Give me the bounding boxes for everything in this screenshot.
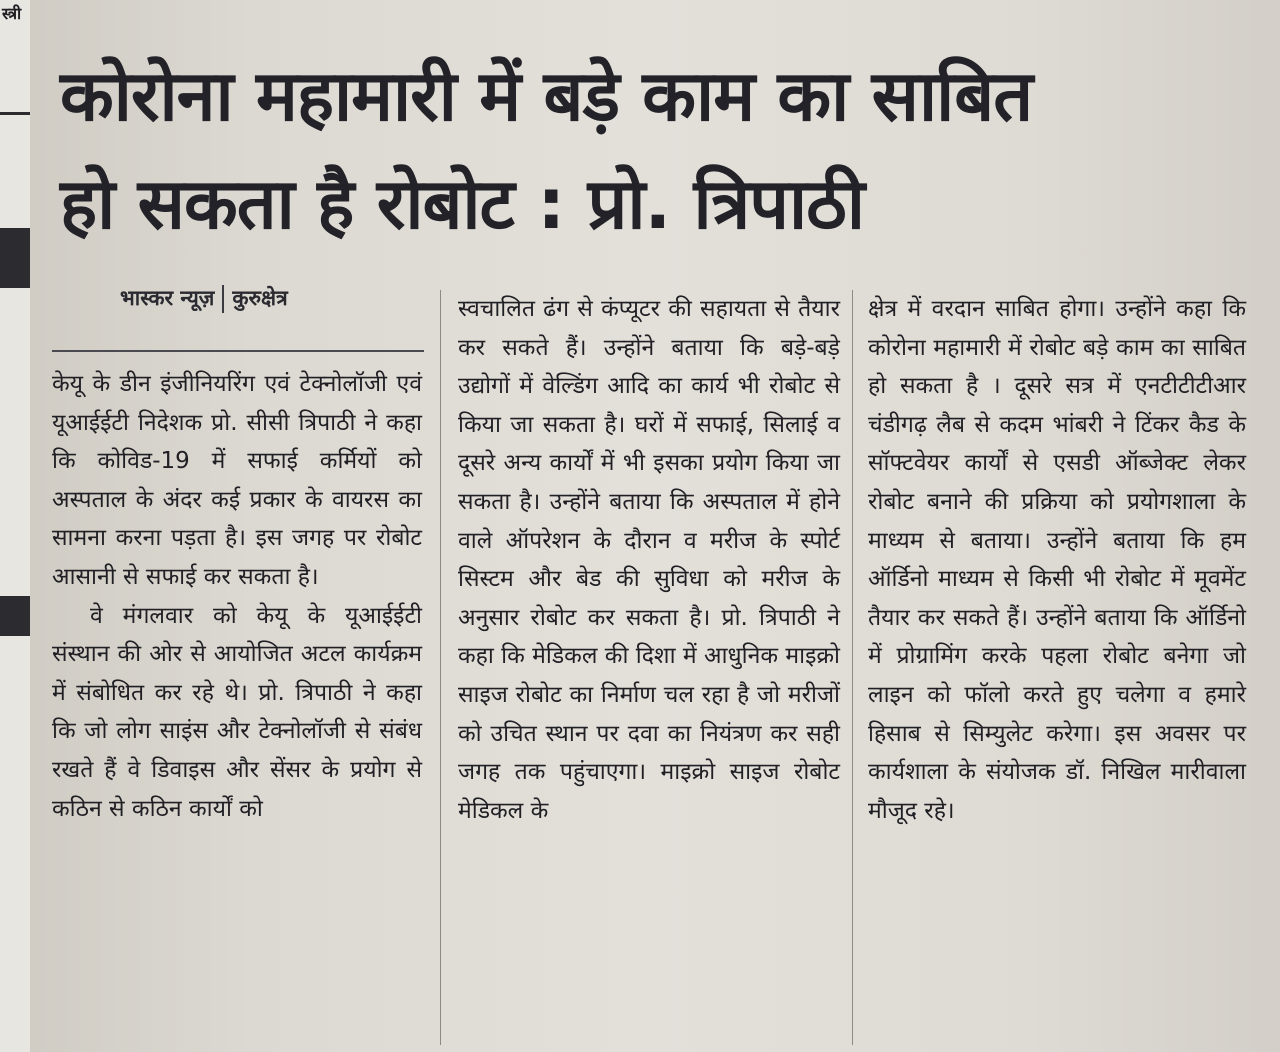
adjacent-article-fragment: स्त्री (2, 4, 22, 23)
column-rule (852, 290, 853, 1045)
byline (120, 284, 288, 313)
dark-block (0, 228, 30, 288)
divider (0, 112, 30, 115)
article-column-2 (458, 290, 840, 830)
byline-source: भास्कर न्यूज़ (120, 286, 215, 310)
column-rule (440, 290, 441, 1045)
article-column-1 (52, 365, 422, 828)
headline-line-2: हो सकता है रोबोट : प्रो. त्रिपाठी (60, 163, 864, 245)
byline-place: कुरुक्षेत्र (232, 286, 288, 310)
article-column-3 (868, 290, 1246, 830)
paragraph: स्वचालित ढंग से कंप्यूटर की सहायता से तैयार कर सकते हैं। उन्होंने बताया कि बड़े-बड़े उद्योगों में वेल्डिंग आदि का कार्य भी रोबोट से किया जा सकता है। घरों में सफाई, सिलाई व दूसरे अन्य कार्यों में भी इसका प्रयोग किया जा सकता है। उन्होंने बताया कि अस्पताल में होने वाले ऑपरेशन के दौरान व मरीज के स्पोर्ट सिस्टम और बेड की सुविधा को मरीज के अनुसार रोबोट कर सकता है। प्रो. त्रिपाठी ने कहा कि मेडिकल की दिशा में आधुनिक माइक्रो साइज रोबोट का निर्माण चल रहा है जो मरीजों को उचित स्थान पर दवा का नियंत्रण कर सही जगह तक पहुंचाएगा। माइक्रो साइज रोबोट मेडिकल के (458, 296, 840, 824)
byline-rule (52, 350, 424, 352)
byline-separator (222, 285, 224, 313)
paragraph: वे मंगलवार को केयू के यूआईईटी संस्थान की ओर से आयोजित अटल कार्यक्रम में संबोधित कर रहे थे। प्रो. त्रिपाठी ने कहा कि जो लोग साइंस और टेक्नोलॉजी से संबंध रखते हैं वे डिवाइस और सेंसर के प्रयोग से कठिन से कठिन कार्यों को (52, 602, 422, 822)
dark-block (0, 596, 30, 636)
headline (60, 42, 1270, 258)
adjacent-article-strip (0, 0, 30, 1052)
paragraph: केयू के डीन इंजीनियरिंग एवं टेक्नोलॉजी एवं यूआईईटी निदेशक प्रो. सीसी त्रिपाठी ने कहा कि कोविड-19 में सफाई कर्मियों को अस्पताल के अंदर कई प्रकार के वायरस का सामना करना पड़ता है। इस जगह पर रोबोट आसानी से सफाई कर सकता है। (52, 371, 422, 590)
headline-line-1: कोरोना महामारी में बड़े काम का साबित (60, 55, 1033, 137)
paragraph: क्षेत्र में वरदान साबित होगा। उन्होंने कहा कि कोरोना महामारी में रोबोट बड़े काम का साबित हो सकता है । दूसरे सत्र में एनटीटीटीआर चंडीगढ़ लैब से कदम भांबरी ने टिंकर कैड के सॉफ्टवेयर कार्यों से एसडी ऑब्जेक्ट लेकर रोबोट बनाने की प्रक्रिया को प्रयोगशाला के माध्यम से बताया। उन्होंने बताया कि हम ऑर्डिनो माध्यम से किसी भी रोबोट में मूवमेंट तैयार कर सकते हैं। उन्होंने बताया कि ऑर्डिनो में प्रोग्रामिंग करके पहला रोबोट बनेगा जो लाइन को फॉलो करते हुए चलेगा व हमारे हिसाब से सिम्युलेट करेगा। इस अवसर पर कार्यशाला के संयोजक डॉ. निखिल मारीवाला मौजूद रहे। (868, 296, 1246, 824)
